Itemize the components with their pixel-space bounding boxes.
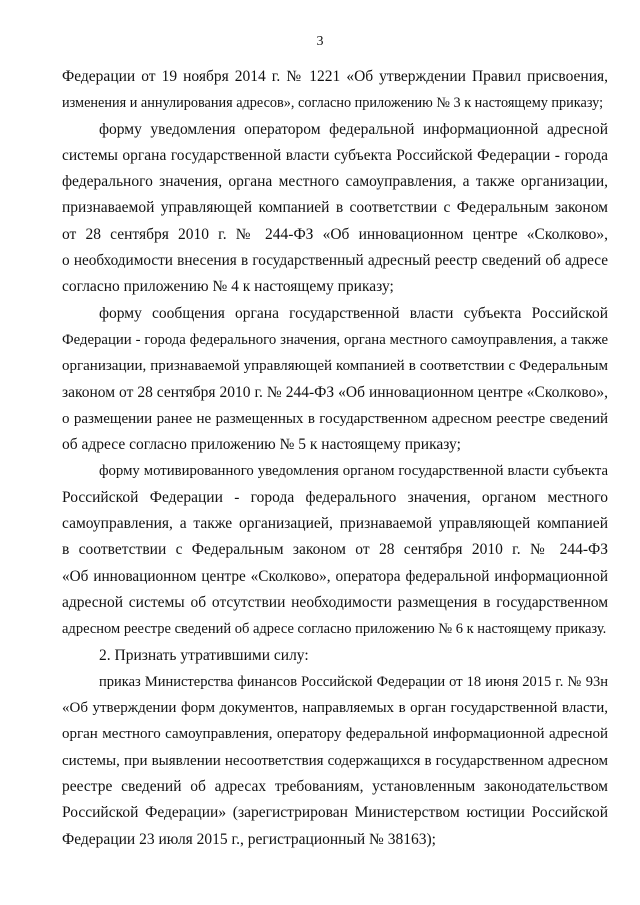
text-line: системы органа государственной власти субъекта Российской Федерации - города	[62, 146, 608, 164]
text-line: организации, признаваемой управляющей компанией в соответствии с Федеральным	[62, 358, 608, 375]
text-line: от 28 сентября 2010 г. № 244-ФЗ «Об инновационном центре «Сколково»,	[62, 225, 608, 243]
text-line: Российской Федерации» (зарегистрирован Министерством юстиции Российской	[62, 804, 608, 822]
text-line: изменения и аннулирования адресов», согласно приложению № 3 к настоящему приказу;	[62, 95, 604, 112]
text-line: законом от 28 сентября 2010 г. № 244-ФЗ «Об инновационном центре «Сколково»,	[62, 383, 608, 401]
text-line: форму сообщения органа государственной власти субъекта Российской	[99, 304, 608, 322]
text-line: признаваемой управляющей компанией в соответствии с Федеральным законом	[62, 199, 608, 217]
text-line: согласно приложению № 4 к настоящему приказу;	[62, 278, 394, 296]
text-line: федерального значения, органа местного самоуправления, а также организации,	[62, 173, 608, 191]
text-line: самоуправления, а также организацией, признаваемой управляющей компанией	[62, 515, 608, 533]
document-body	[62, 64, 608, 853]
text-line: Федерации - города федерального значения, органа местного самоуправления, а также	[62, 331, 608, 348]
text-line: адресном реестре сведений об адресе согласно приложению № 6 к настоящему приказу.	[62, 621, 607, 638]
text-line: Российской Федерации - города федерального значения, органом местного	[62, 488, 608, 506]
text-line: форму мотивированного уведомления органом государственной власти субъекта	[99, 463, 608, 480]
text-line: 2. Признать утратившими силу:	[99, 646, 309, 664]
text-line: о размещении ранее не размещенных в государственном адресном реестре сведений	[62, 410, 608, 427]
text-line: в соответствии с Федеральным законом от 28 сентября 2010 г. № 244-ФЗ	[62, 541, 608, 559]
text-line: реестре сведений об адресах требованиям, установленным законодательством	[62, 778, 608, 796]
text-line: орган местного самоуправления, оператору федеральной информационной адресной	[62, 726, 608, 743]
text-line: «Об утверждении форм документов, направляемых в орган государственной власти,	[62, 700, 608, 717]
text-line: приказ Министерства финансов Российской Федерации от 18 июня 2015 г. № 93н	[99, 673, 608, 690]
text-line: системы, при выявлении несоответствия содержащихся в государственном адресном	[62, 752, 608, 769]
text-line: «Об инновационном центре «Сколково», оператора федеральной информационной	[62, 567, 608, 585]
text-line: Федерации от 19 ноября 2014 г. № 1221 «Об утверждении Правил присвоения,	[62, 68, 608, 85]
text-line: адресной системы об отсутствии необходимости размещения в государственном	[62, 593, 608, 611]
text-line: Федерации 23 июля 2015 г., регистрационный № 38163);	[62, 830, 436, 848]
page-number: 3	[316, 34, 324, 49]
text-line: о необходимости внесения в государственный адресный реестр сведений об адресе	[62, 252, 608, 270]
text-line: об адресе согласно приложению № 5 к настоящему приказу;	[62, 436, 461, 454]
text-line: форму уведомления оператором федеральной информационной адресной	[99, 120, 608, 138]
